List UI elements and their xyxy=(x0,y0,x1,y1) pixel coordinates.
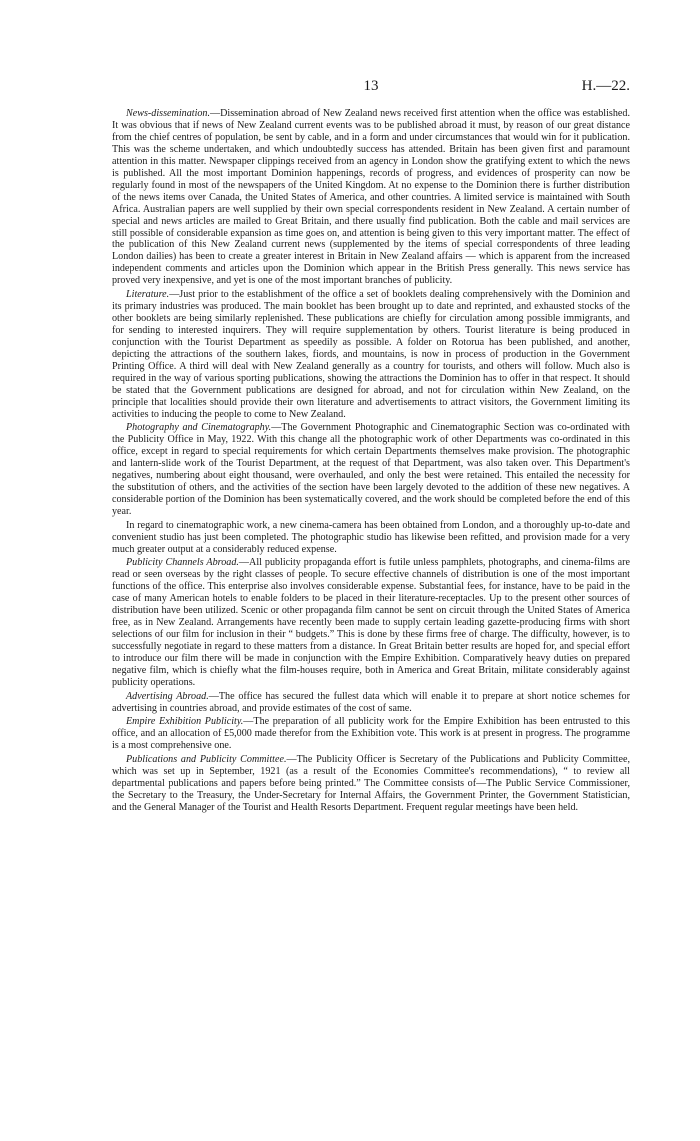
section-heading: Publications and Publicity Committee. xyxy=(126,754,287,766)
paragraph-publications-committee xyxy=(112,754,630,814)
section-heading: News-dissemination. xyxy=(126,108,211,119)
paragraph-literature xyxy=(112,289,630,420)
paragraph-cinematography xyxy=(112,520,630,556)
section-text: —The preparation of all publicity work for the Empire Exhibition has been entrusted to this office, and an allocation of £5,000 made therefor from the Exhibition vote. This work is at present in progress. The programme is a most comprehensive one. xyxy=(112,716,630,752)
paragraph-advertising xyxy=(112,691,630,715)
section-text: —Dissemination abroad of New Zealand news received first attention when the office was established. It was obvious that if news of New Zealand current events was to be published abroad it must, by reason of our great distance from the chief centres of population, be sent by cable, and in a form and under circumstances that would win for it publication. This was the scheme undertaken, and which undoubtedly success has attended. Britain has been given first and paramount attention in this matter. Newspaper clippings received from an agency in London show the gratifying extent to which the news is published. All the most important Dominion happenings, records of progress, and evidences of prosperity can now be regularly found in most of the newspapers of the United Kingdom. At no expense to the Dominion there is further distribution of the news items over Canada, the United States of America, and other countries. A limited service is maintained with South Africa. Australian papers are well supplied by their own special correspondents resident in New Zealand. A certain number of special and news articles are mailed to Great Britain, and there usually find publication. Both the cable and mail services are still possible of considerable expansion as time goes on, and attention is being given to this very important matter. The effect of the publication of this New Zealand current news (supplemented by the items of special correspondents of three leading London dailies) has been to create a greater interest in Britain in New Zealand affairs — which is apparent from the increased independent comments and articles upon the Dominion which appear in the British Press generally. This news service has proved very inexpensive, and yet is one of the most important branches of publicity. xyxy=(112,108,630,287)
page-number: 13 xyxy=(363,78,379,94)
section-text: —All publicity propaganda effort is futile unless pamphlets, photographs, and cinema-films are read or seen overseas by the right classes of people. To secure effective channels of distribution is one of the most important functions of the office. This enterprise also involves considerable expense. Substantial fees, for instance, have to be paid in the case of many American hotels to enable folders to be placed in their literature-receptacles. Up to the present other sources of distribution have been utilized. Scenic or other propaganda film cannot be sent on circuit through the United States of America free, as in New Zealand. Arrangements have recently been made to supply certain leading gazette-producing firms with short selections of our film for inclusion in their “ budgets.” This is done by these firms free of charge. The difficulty, however, is to successfully negotiate in regard to these matters from a distance. In Great Britain better results are hoped for, and special effort to introduce our film there will be made in conjunction with the Empire Exhibition. Comparatively heavy duties on prepared negative film, which is chiefly what the film-houses require, both in America and Great Britain, militate considerably against publicity operations. xyxy=(112,557,631,688)
section-heading: Empire Exhibition Publicity. xyxy=(126,716,244,728)
section-text: —The office has secured the fullest data which will enable it to prepare at short notice schemes for advertising in countries abroad, and provide estimates of the cost of same. xyxy=(112,690,630,714)
paragraph-empire-exhibition xyxy=(112,716,630,752)
paragraph-photography xyxy=(112,422,630,518)
section-text: —The Publicity Officer is Secretary of the Publications and Publicity Committee, which was set up in September, 1921 (as a result of the Economies Committee's recommendations), “ to review all departmental publications and papers before being printed.” The Committee consists of—The Public Service Commissioner, the Secretary to the Treasury, the Under-Secretary for Internal Affairs, the Government Printer, the Government Statistician, and the General Manager of the Tourist and Health Resorts Department. Frequent regular meetings have been held. xyxy=(112,754,630,813)
paragraph-news-dissemination xyxy=(112,108,630,287)
section-heading: Publicity Channels Abroad. xyxy=(126,557,239,569)
document-page xyxy=(112,78,630,816)
page-header xyxy=(112,78,630,100)
section-heading: Advertising Abroad. xyxy=(126,690,209,702)
section-text: —The Government Photographic and Cinematographic Section was co-ordinated with the Publicity Office in May, 1922. With this change all the photographic work of other Departments was co-ordinated in this office, except in regard to special requirements for which certain Departments themselves make provision. The photographic and lantern-slide work of the Tourist Department, at the request of that Department, was also taken over. This Department's negatives, numbering about eight thousand, were overhauled, and only the best were retained. This entailed the necessity for the substitution of others, and the activities of the section have been largely devoted to the addition of these new negatives. A considerable portion of the Dominion has been systematically covered, and the work should be completed before the end of this year. xyxy=(112,422,630,518)
section-text: —Just prior to the establishment of the office a set of booklets dealing comprehensively with the Dominion and its primary industries was produced. The main booklet has been brought up to date and reprinted, and exhausted stocks of the other booklets are being similarly replenished. These publications are chiefly for circulation among possible immigrants, and for sending to interested inquirers. They will require supplementation by others. Tourist literature is being produced in conjunction with the Tourist Department as speedily as possible. A folder on Rotorua has been published, and another, depicting the attractions of the southern lakes, fiords, and mountains, is now in process of production in the Government Printing Office. A third will deal with New Zealand generally as a country for tourists, and others will follow. Much also is required in the way of various sporting publications, showing the attractions the Dominion has to offer in that respect. It should be stated that the Government publications are designed for abroad, and not for circulation within New Zealand, on the principle that localities should provide their own literature and advertisements to attract visitors, the Government limiting its activities to inducing the people to come to New Zealand. xyxy=(112,289,630,420)
section-heading: Literature. xyxy=(126,289,170,301)
section-heading: Photography and Cinematography. xyxy=(126,422,272,434)
paragraph-publicity-channels xyxy=(112,557,630,688)
section-text: In regard to cinematographic work, a new cinema-camera has been obtained from London, and a thoroughly up-to-date and convenient studio has just been completed. The photographic studio has likewise been refitted, and provision made for a very much greater output at a considerably reduced expense. xyxy=(112,519,630,555)
document-reference: H.—22. xyxy=(581,78,630,94)
